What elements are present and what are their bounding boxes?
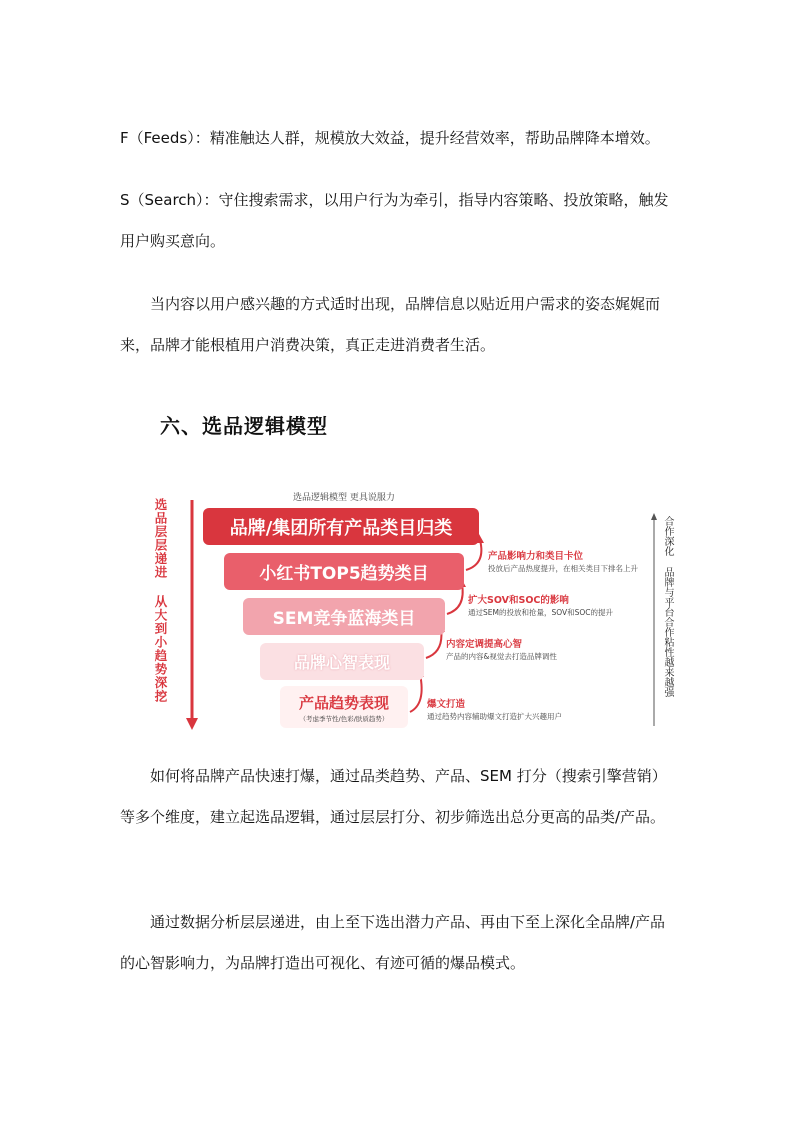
paragraph-feeds: F（Feeds）：精准触达人群，规模放大效益，提升经营效率，帮助品牌降本增效。: [120, 129, 660, 147]
note-1-desc: 投放后产品热度提升，在相关类目下排名上升: [488, 564, 638, 573]
right-up-arrowhead: [651, 513, 657, 520]
note-4: [427, 696, 562, 722]
paragraph-content: 当内容以用户感兴趣的方式适时出现，品牌信息以贴近用户需求的姿态娓娓而来，品牌才能根植用户消费决策，真正走进消费者生活。: [120, 295, 661, 354]
left-axis-label: 选品层层递进 从大到小趋势深挖: [153, 498, 168, 703]
level-5-subtitle: （考虑季节性/色彩/肤质趋势）: [299, 714, 389, 723]
level-5-bar: [280, 686, 408, 728]
left-down-arrowhead: [186, 718, 198, 730]
note-2-title: 扩大SOV和SOC的影响: [468, 595, 569, 606]
level-1-bar: 品牌/集团所有产品类目归类: [203, 508, 479, 545]
note-1-title: 产品影响力和类目卡位: [488, 551, 584, 562]
section-heading: 六、选品逻辑模型: [160, 414, 328, 438]
paragraph-search: S（Search）：守住搜索需求，以用户行为为牵引，指导内容策略、投放策略，触发用户购买意向。: [120, 191, 669, 250]
diagram-caption: 选品逻辑模型 更具说服力: [293, 493, 395, 503]
paragraph-selection-logic: 如何将品牌产品快速打爆，通过品类趋势、产品、SEM 打分（搜索引擎营销）等多个维度，建立起选品逻辑，通过层层打分、初步筛选出总分更高的品类/产品。: [120, 767, 667, 826]
level-5-title: 产品趋势表现: [298, 693, 389, 712]
level-4-bar: 品牌心智表现: [260, 643, 424, 680]
note-4-title: 爆文打造: [427, 699, 466, 710]
note-1: [488, 548, 638, 574]
right-axis-label: 合作深化 品牌与平台合作粘性越来越强: [662, 516, 673, 697]
level-3-bar: SEM竞争蓝海类目: [243, 598, 445, 635]
level-2-bar: 小红书TOP5趋势类目: [224, 553, 464, 590]
note-2-desc: 通过SEM的投放和抢量，SOV和SOC的提升: [468, 608, 614, 617]
note-3-desc: 产品的内容&视觉去打造品牌调性: [446, 652, 557, 661]
selection-logic-diagram: [150, 486, 680, 731]
note-2: [468, 592, 613, 618]
note-3: [446, 636, 557, 662]
paragraph-data-analysis: 通过数据分析层层递进，由上至下选出潜力产品、再由下至上深化全品牌/产品的心智影响力，为品牌打造出可视化、有迹可循的爆品模式。: [120, 913, 666, 972]
note-3-title: 内容定调提高心智: [446, 639, 523, 650]
note-4-desc: 通过趋势内容辅助爆文打造扩大兴趣用户: [427, 712, 562, 721]
